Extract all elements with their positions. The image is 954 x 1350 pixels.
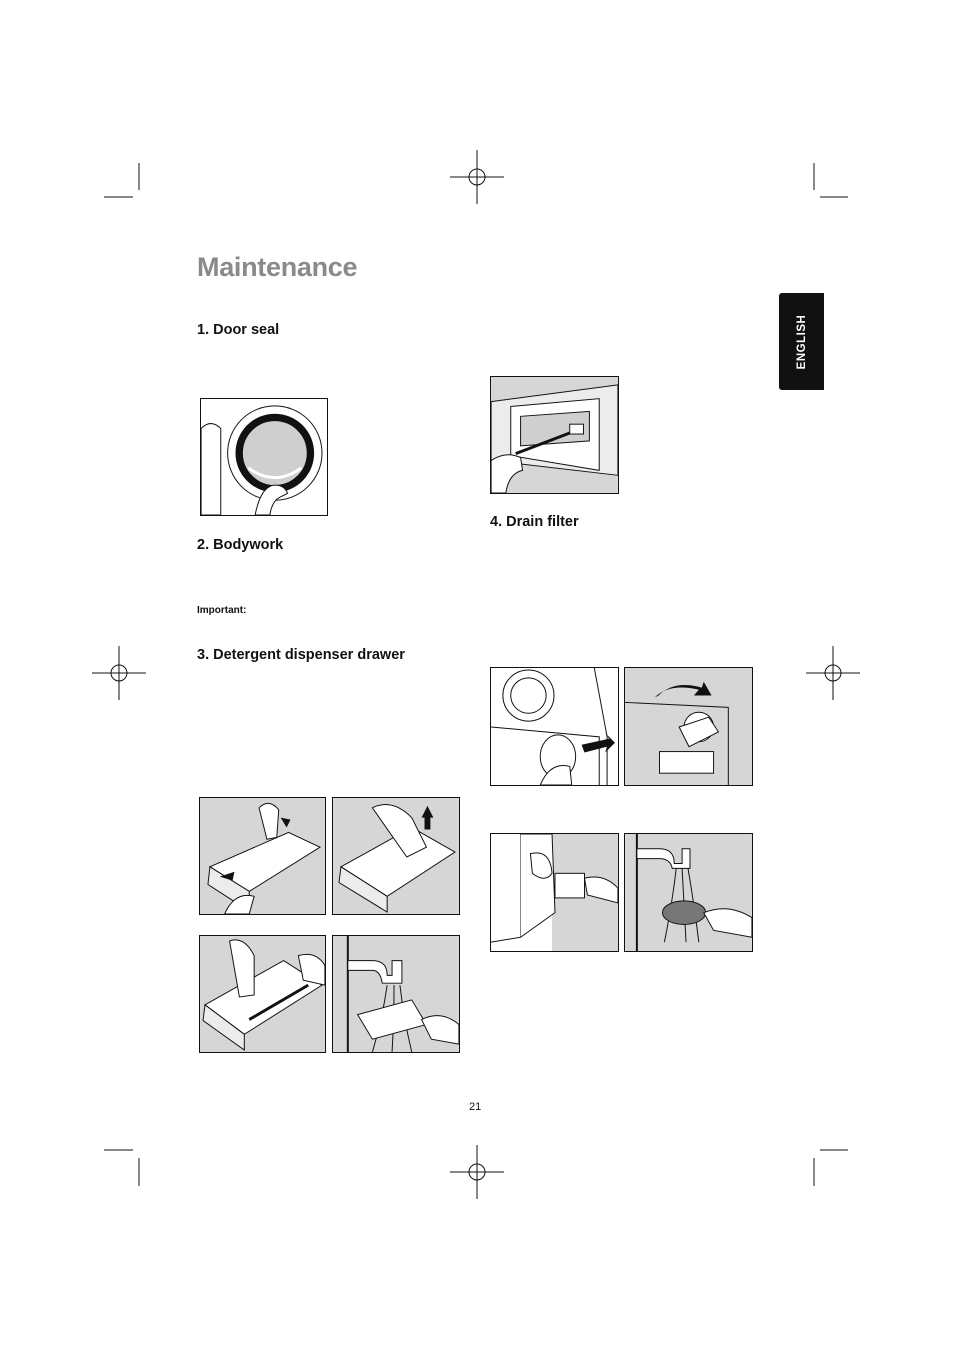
- drawer-step-3-illustration: [199, 935, 326, 1053]
- drain-step-2-illustration: [624, 667, 753, 786]
- registration-mark-left: [92, 646, 146, 700]
- language-tab: [779, 293, 824, 390]
- registration-mark-bottom: [450, 1145, 504, 1199]
- drain-step-3-illustration: [490, 833, 619, 952]
- drain-step-1-illustration: [490, 667, 619, 786]
- heading-detergent-drawer: 3. Detergent dispenser drawer: [197, 647, 405, 663]
- drawer-step-1-illustration: [199, 797, 326, 915]
- registration-mark-icon: [450, 1145, 504, 1199]
- drain-step-4-illustration: [624, 833, 753, 952]
- heading-bodywork: 2. Bodywork: [197, 537, 284, 553]
- page-number: 21: [469, 1101, 482, 1113]
- page-title: Maintenance: [197, 252, 358, 282]
- registration-mark-right: [806, 646, 860, 700]
- drawer-step-2-illustration: [332, 797, 460, 915]
- heading-door-seal: 1. Door seal: [197, 322, 280, 338]
- registration-mark-icon: [92, 646, 146, 700]
- drawer-step-4-illustration: [332, 935, 460, 1053]
- registration-mark-icon: [806, 646, 860, 700]
- door-seal-illustration: [200, 398, 328, 516]
- registration-mark-icon: [450, 150, 504, 204]
- language-tab-label: ENGLISH: [795, 314, 808, 369]
- dispenser-housing-illustration: [490, 376, 619, 494]
- important-label: Important:: [197, 605, 247, 616]
- registration-mark-top: [450, 150, 504, 204]
- heading-drain-filter: 4. Drain filter: [490, 514, 579, 530]
